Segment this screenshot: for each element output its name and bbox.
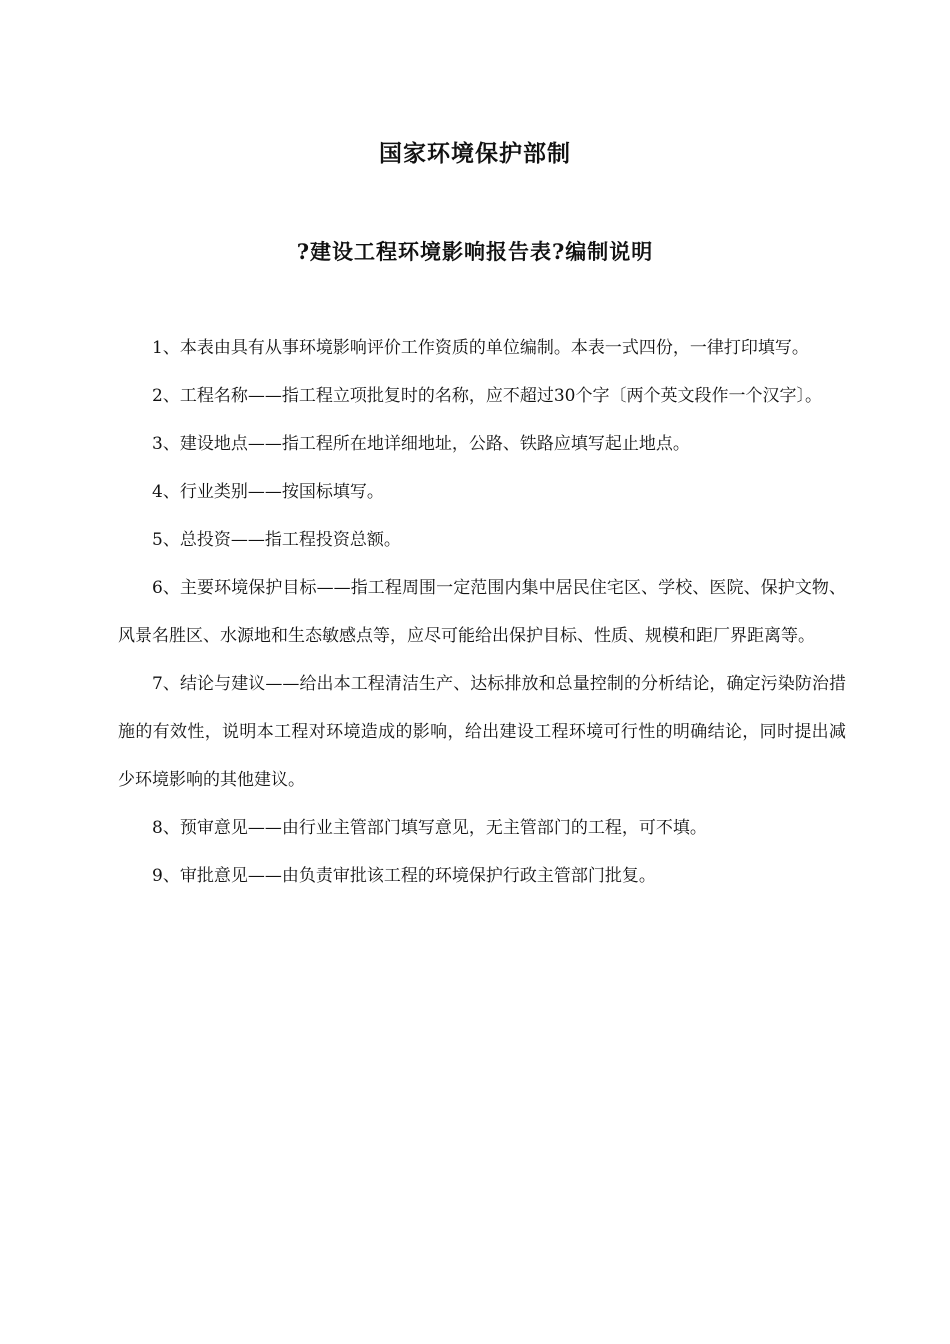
instruction-item-6: 6、主要环境保护目标——指工程周围一定范围内集中居民住宅区、学校、医院、保护文物、风景名胜区、水源地和生态敏感点等，应尽可能给出保护目标、性质、规模和距厂界距离等。 (118, 578, 846, 646)
instruction-item-7: 7、结论与建议——给出本工程清洁生产、达标排放和总量控制的分析结论，确定污染防治措施的有效性，说明本工程对环境造成的影响，给出建设工程环境可行性的明确结论，同时提出减少环境影响的其他建议。 (118, 674, 846, 790)
instruction-item-3: 3、建设地点——指工程所在地详细地址，公路、铁路应填写起止地点。 (152, 434, 690, 454)
instructions-list (118, 324, 846, 900)
instruction-item-4: 4、行业类别——按国标填写。 (152, 482, 384, 502)
instruction-item-2: 2、工程名称——指工程立项批复时的名称，应不超过30个字〔两个英文段作一个汉字〕。 (152, 386, 822, 406)
instruction-item-1: 1、本表由具有从事环境影响评价工作资质的单位编制。本表一式四份，一律打印填写。 (152, 338, 809, 358)
instruction-item-8: 8、预审意见——由行业主管部门填写意见，无主管部门的工程，可不填。 (152, 818, 707, 838)
instruction-item-9: 9、审批意见——由负责审批该工程的环境保护行政主管部门批复。 (152, 866, 656, 886)
doc-title: ?建设工程环境影响报告表?编制说明 (296, 239, 654, 264)
instruction-item-5: 5、总投资——指工程投资总额。 (152, 530, 401, 550)
org-title: 国家环境保护部制 (379, 140, 571, 167)
